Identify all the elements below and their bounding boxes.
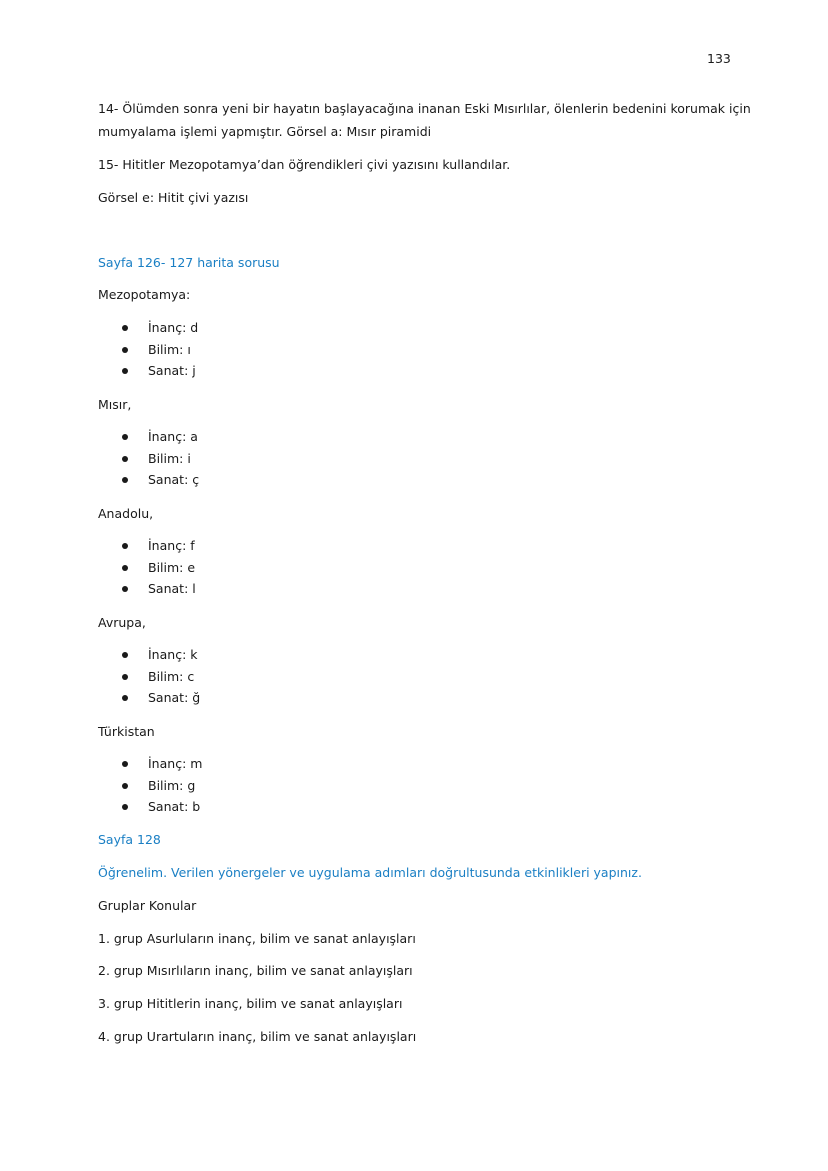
groups-header: Gruplar Konular bbox=[98, 898, 197, 913]
region-list bbox=[122, 317, 198, 382]
list-item: İnanç: a bbox=[122, 426, 199, 448]
group-line: 4. grup Urartuların inanç, bilim ve sanat anlayışları bbox=[98, 1029, 417, 1044]
list-item: İnanç: d bbox=[122, 317, 198, 339]
page-number: 133 bbox=[707, 51, 731, 66]
section-128-heading: Sayfa 128 bbox=[98, 832, 161, 847]
region-heading: Mezopotamya: bbox=[98, 287, 191, 302]
list-item: Sanat: l bbox=[122, 578, 196, 600]
region-list bbox=[122, 535, 196, 600]
region-heading: Anadolu, bbox=[98, 506, 154, 521]
list-item: Sanat: j bbox=[122, 360, 198, 382]
q14-line2: mumyalama işlemi yapmıştır. Görsel a: Mısır piramidi bbox=[98, 124, 432, 139]
section-map-heading: Sayfa 126- 127 harita sorusu bbox=[98, 255, 280, 270]
region-list bbox=[122, 644, 200, 709]
list-item: Sanat: b bbox=[122, 796, 202, 818]
region-list bbox=[122, 426, 199, 491]
list-item: İnanç: m bbox=[122, 753, 202, 775]
list-item: Bilim: e bbox=[122, 557, 196, 579]
list-item: Bilim: i bbox=[122, 448, 199, 470]
list-item: Sanat: ğ bbox=[122, 687, 200, 709]
region-heading: Türkistan bbox=[98, 724, 155, 739]
list-item: İnanç: k bbox=[122, 644, 200, 666]
q15-text: 15- Hititler Mezopotamya’dan öğrendikleri çivi yazısını kullandılar. bbox=[98, 157, 511, 172]
group-line: 3. grup Hititlerin inanç, bilim ve sanat anlayışları bbox=[98, 996, 403, 1011]
list-item: Bilim: ı bbox=[122, 339, 198, 361]
instruction-text: Öğrenelim. Verilen yönergeler ve uygulama adımları doğrultusunda etkinlikleri yapınız. bbox=[98, 865, 642, 880]
region-heading: Mısır, bbox=[98, 397, 132, 412]
list-item: İnanç: f bbox=[122, 535, 196, 557]
list-item: Sanat: ç bbox=[122, 469, 199, 491]
group-line: 1. grup Asurluların inanç, bilim ve sanat anlayışları bbox=[98, 931, 416, 946]
region-list bbox=[122, 753, 202, 818]
group-line: 2. grup Mısırlıların inanç, bilim ve sanat anlayışları bbox=[98, 963, 413, 978]
list-item: Bilim: c bbox=[122, 666, 200, 688]
list-item: Bilim: g bbox=[122, 775, 202, 797]
q14-line1: 14- Ölümden sonra yeni bir hayatın başlayacağına inanan Eski Mısırlılar, ölenlerin bedenini korumak için bbox=[98, 101, 751, 116]
q15-visual: Görsel e: Hitit çivi yazısı bbox=[98, 190, 249, 205]
region-heading: Avrupa, bbox=[98, 615, 146, 630]
